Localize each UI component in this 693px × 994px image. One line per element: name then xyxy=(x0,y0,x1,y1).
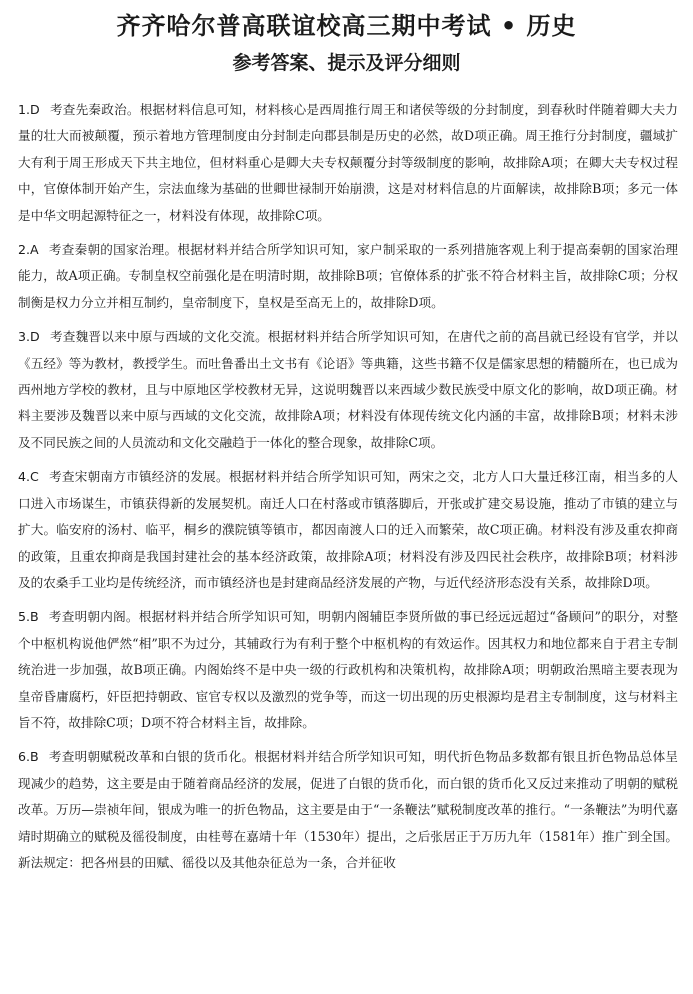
answer-explanation: 考查秦朝的国家治理。根据材料并结合所学知识可知，家户制采取的一系列措施客观上利于提高秦朝的国家治理能力，故A项正确。专制皇权空前强化是在明清时期，故排除B项；官僚体系的扩张不符合材料主旨，故排除C项；分权制衡是权力分立并相互制约，皇帝制度下，皇权是至高无上的，故排除D项。 xyxy=(18,242,678,310)
answer-item-1 xyxy=(18,97,678,229)
answer-explanation: 考查明朝内阁。根据材料并结合所学知识可知，明朝内阁辅臣李贤所做的事已经远远超过“备顾问”的职分，对整个中枢机构说他俨然“相”职不为过分，其辅政行为有利于整个中枢机构的有效运作。因其权力和地位都来自于君主专制统治进一步加强，故B项正确。内阁始终不是中央一级的行政机构和决策机构，故排除A项；明朝政治黑暗主要表现为皇帝昏庸腐朽，奸臣把持朝政、宦官专权以及激烈的党争等，而这一切出现的历史根源均是君主专制制度，这与材料主旨不符，故排除C项；D项不符合材料主旨，故排除。 xyxy=(18,609,678,730)
answer-choice: C xyxy=(30,469,39,485)
answer-list xyxy=(18,97,678,884)
answer-number: 5. xyxy=(18,609,31,625)
answer-item-2 xyxy=(18,237,678,316)
answer-number: 1. xyxy=(18,102,31,117)
answer-choice: D xyxy=(30,329,40,345)
answer-item-6 xyxy=(18,744,678,876)
answer-item-5 xyxy=(18,604,678,736)
answer-explanation: 考查魏晋以来中原与西域的文化交流。根据材料并结合所学知识可知，在唐代之前的高昌就已经设有官学，并以《五经》等为教材，教授学生。而吐鲁番出土文书有《论语》等典籍，这些书籍不仅是儒家思想的精髓所在，也已成为西州地方学校的教材，且与中原地区学校教材无异，这说明魏晋以来西域少数民族受中原文化的影响，故D项正确。材料主要涉及魏晋以来中原与西域的文化交流，故排除A项；材料没有体现传统文化内涵的丰富，故排除B项；材料未涉及不同民族之间的人员流动和文化交融趋于一体化的整合现象，故排除C项。 xyxy=(18,329,678,450)
answer-explanation: 考查明朝赋税改革和白银的货币化。根据材料并结合所学知识可知，明代折色物品多数都有银且折色物品总体呈现减少的趋势，这主要是由于随着商品经济的发展，促进了白银的货币化，而白银的货币化又反过来推动了明朝的赋税改革。万历—崇祯年间，银成为唯一的折色物品，这主要是由于“一条鞭法”赋税制度改革的推行。“一条鞭法”为明代嘉靖时期确立的赋税及徭役制度，由桂萼在嘉靖十年（1530年）提出，之后张居正于万历九年（1581年）推广到全国。新法规定：把各州县的田赋、徭役以及其他杂征总为一条，合并征收 xyxy=(18,749,678,870)
page-subtitle: 参考答案、提示及评分细则 xyxy=(232,52,461,74)
answer-choice: B xyxy=(30,609,39,625)
answer-number: 4. xyxy=(18,469,31,485)
page-title: 齐齐哈尔普高联谊校高三期中考试 • 历史 xyxy=(116,12,577,40)
answer-number: 3. xyxy=(18,329,31,345)
answer-choice: B xyxy=(30,749,39,765)
answer-explanation: 考查先秦政治。根据材料信息可知，材料核心是西周推行周王和诸侯等级的分封制度，到春秋时伴随着卿大夫力量的壮大而被颠覆，预示着地方管理制度由分封制走向郡县制是历史的必然，故D项正确。周王推行分封制度，疆域扩大有利于周王形成天下共主地位，但材料重心是卿大夫专权颠覆分封等级制度的影响，故排除A项；在卿大夫专权过程中，官僚体制开始产生，宗法血缘为基础的世卿世禄制开始崩溃，这是对材料信息的片面解读，故排除B项；多元一体是中华文明起源特征之一，材料没有体现，故排除C项。 xyxy=(18,102,678,223)
answer-choice: D xyxy=(30,102,40,117)
answer-number: 6. xyxy=(18,749,31,765)
answer-item-4 xyxy=(18,464,678,596)
answer-explanation: 考查宋朝南方市镇经济的发展。根据材料并结合所学知识可知，两宋之交，北方人口大量迁移江南，相当多的人口进入市场谋生，市镇获得新的发展契机。南迁人口在村落或市镇落脚后，开张或扩建交易设施，推动了市镇的建立与扩大。临安府的汤村、临平，桐乡的濮院镇等镇市，都因南渡人口的迁入而繁荣，故C项正确。材料没有涉及重农抑商的政策，且重农抑商是我国封建社会的基本经济政策，故排除A项；材料没有涉及四民社会秩序，故排除B项；材料涉及的农桑手工业均是传统经济，而市镇经济也是封建商品经济发展的产物，与近代经济形态没有关系，故排除D项。 xyxy=(18,469,678,590)
answer-number: 2. xyxy=(18,242,31,258)
answer-choice: A xyxy=(30,242,39,258)
answer-item-3 xyxy=(18,324,678,456)
